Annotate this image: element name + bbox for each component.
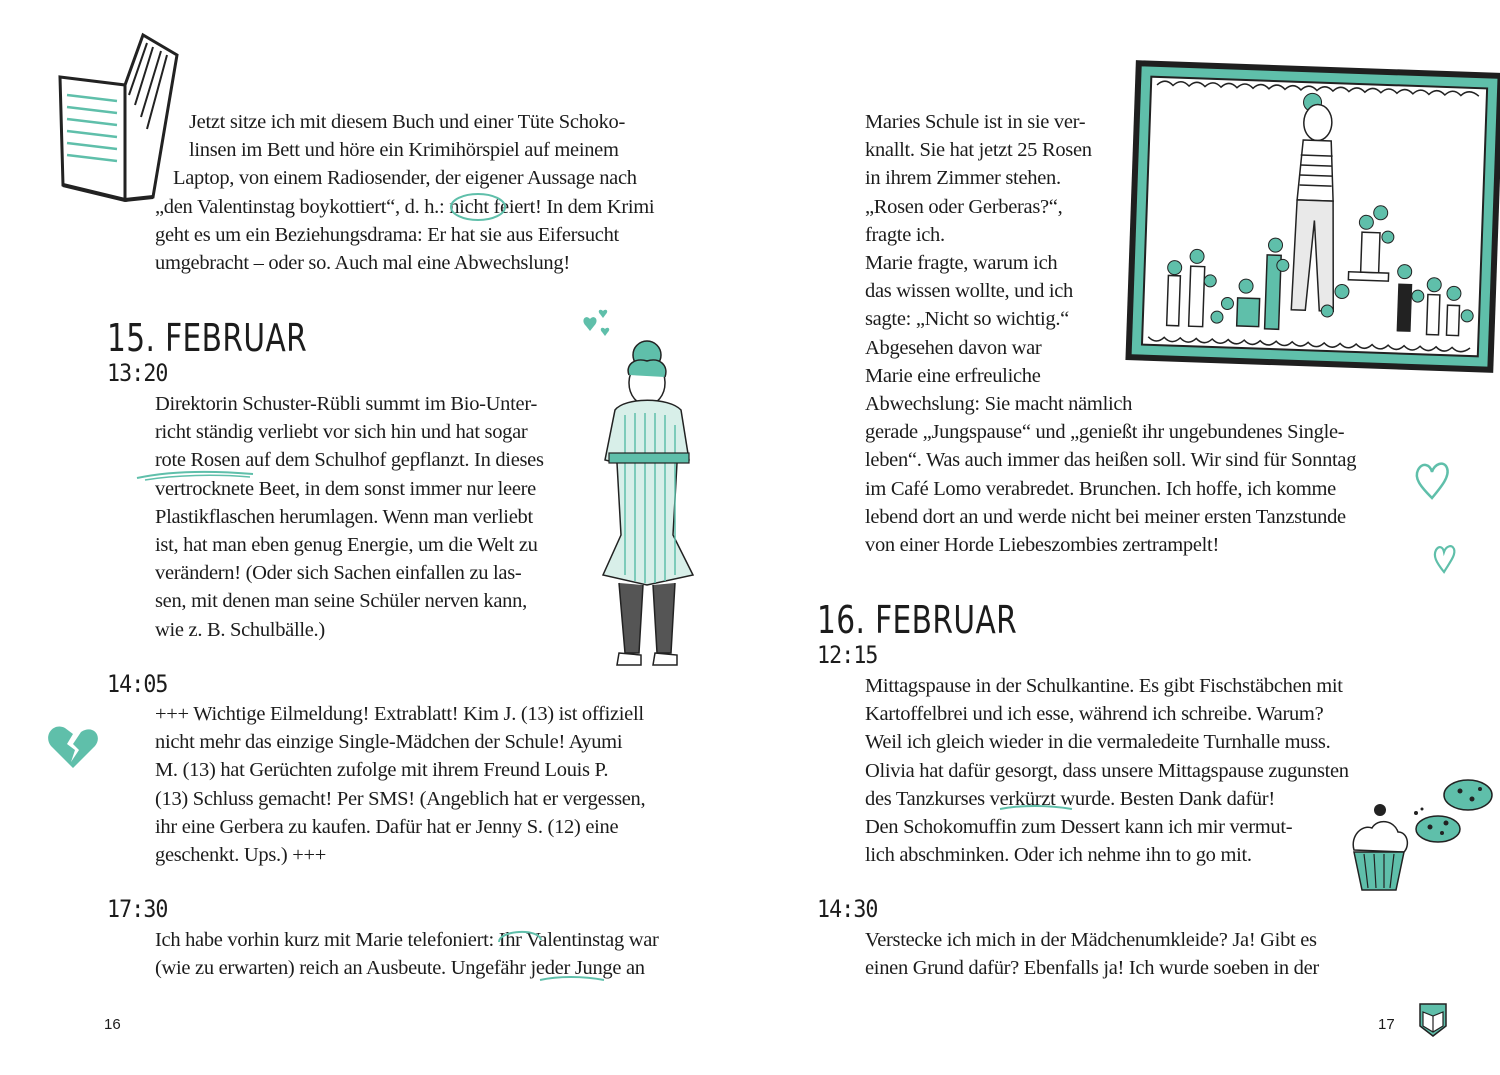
continued-paragraph	[865, 108, 1465, 559]
text-line: ihr eine Gerbera zu kaufen. Dafür hat er Jenny S. (12) eine	[155, 815, 619, 838]
text-line: umgebracht – oder so. Auch mal eine Abwechslung!	[155, 252, 570, 275]
text-line: Abgesehen davon war	[865, 336, 1042, 359]
text-line: Jetzt sitze ich mit diesem Buch und einer Tüte Schoko-	[189, 111, 626, 133]
underline-highlight	[998, 803, 1076, 815]
text-line: Olivia hat dafür gesorgt, dass unsere Mittagspause zugunsten	[865, 759, 1349, 782]
text-line: linsen im Bett und höre ein Krimihörspiel auf meinem	[189, 139, 619, 162]
entry-time: 13:20	[107, 359, 168, 387]
entry-text	[155, 926, 715, 982]
intro-paragraph	[0, 108, 720, 277]
text-line: fragte ich.	[865, 223, 945, 246]
page-number: 17	[1378, 1016, 1395, 1033]
cupcake-icon	[1348, 800, 1410, 895]
book-shield-icon	[1418, 1000, 1448, 1038]
text-line: „den Valentinstag boykottiert“, d. h.: nicht feiert! In dem Krimi	[155, 195, 655, 218]
entry-text	[155, 700, 715, 869]
text-line: Verstecke ich mich in der Mädchenumkleide? Ja! Gibt es	[865, 929, 1317, 951]
heart-outline-icon	[1412, 458, 1452, 502]
teacher-illustration	[585, 335, 710, 675]
text-line: ist, hat man eben genug Energie, um die Welt zu	[155, 534, 538, 557]
text-line: Ich habe vorhin kurz mit Marie telefoniert: Ihr Valentinstag war	[155, 929, 659, 951]
text-line: von einer Horde Liebeszombies zertrampelt!	[865, 534, 1219, 557]
text-line: rote Rosen auf dem Schulhof gepflanzt. In dieses	[155, 449, 544, 472]
text-line: richt ständig verliebt vor sich hin und hat sogar	[155, 421, 528, 444]
text-line: des Tanzkurses verkürzt wurde. Besten Dank dafür!	[865, 787, 1275, 810]
text-line: einen Grund dafür? Ebenfalls ja! Ich wurde soeben in der	[865, 957, 1319, 980]
text-line: nicht mehr das einzige Single-Mädchen der Schule! Ayumi	[155, 731, 623, 754]
text-line: „Rosen oder Gerberas?“,	[865, 195, 1063, 218]
text-line: in ihrem Zimmer stehen.	[865, 167, 1061, 190]
underline-highlight	[538, 974, 608, 986]
text-line: wie z. B. Schulbälle.)	[155, 618, 325, 641]
text-line: (wie zu erwarten) reich an Ausbeute. Ungefähr jeder Junge an	[155, 957, 645, 980]
text-line: Abwechslung: Sie macht nämlich	[865, 393, 1133, 416]
text-line: Direktorin Schuster-Rübli summt im Bio-Unter-	[155, 393, 537, 415]
circle-highlight	[448, 190, 508, 224]
text-line: lebend dort an und werde nicht bei meiner ersten Tanzstunde	[865, 505, 1346, 528]
text-line: sen, mit denen man seine Schüler nerven kann,	[155, 590, 527, 613]
entry-text	[155, 390, 585, 644]
text-line: vertrocknete Beet, in dem sonst immer nur leere	[155, 477, 536, 500]
text-line: Laptop, von einem Radiosender, der eigener Aussage nach	[173, 167, 637, 190]
date-heading: 16. FEBRUAR	[817, 598, 1018, 642]
heart-outline-icon	[1432, 542, 1458, 574]
text-line: Den Schokomuffin zum Dessert kann ich mir vermut-	[865, 816, 1293, 839]
text-line: Weil ich gleich wieder in die vermaledeite Turnhalle muss.	[865, 731, 1331, 754]
text-line: im Café Lomo verabredet. Brunchen. Ich hoffe, ich komme	[865, 477, 1336, 500]
text-line: Mittagspause in der Schulkantine. Es gibt Fischstäbchen mit	[865, 675, 1343, 697]
circle-highlight	[495, 926, 545, 956]
text-line: gerade „Jungspause“ und „genießt ihr ungebundenes Single-	[865, 421, 1345, 444]
page-number: 16	[104, 1016, 121, 1033]
underline-highlight	[135, 468, 255, 482]
text-line: Kartoffelbrei und ich esse, während ich schreibe. Warum?	[865, 703, 1324, 726]
text-line: (13) Schluss gemacht! Per SMS! (Angeblich hat er vergessen,	[155, 787, 646, 810]
entry-time: 14:05	[107, 670, 168, 698]
entry-time: 14:30	[817, 895, 878, 923]
text-line: Maries Schule ist in sie ver-	[865, 111, 1086, 133]
entry-time: 12:15	[817, 641, 878, 669]
text-line: M. (13) hat Gerüchten zufolge mit ihrem Freund Louis P.	[155, 759, 609, 782]
right-page	[750, 0, 1500, 1075]
broken-heart-icon	[47, 722, 99, 770]
text-line: lich abschminken. Oder ich nehme ihn to go mit.	[865, 844, 1252, 867]
text-line: Marie fragte, warum ich	[865, 252, 1058, 275]
text-line: geschenkt. Ups.) +++	[155, 844, 327, 867]
entry-text	[865, 926, 1425, 982]
entry-text	[865, 672, 1425, 869]
text-line: verändern! (Oder sich Sachen einfallen zu las-	[155, 562, 522, 585]
text-line: Marie eine erfreuliche	[865, 364, 1041, 387]
text-line: Plastikflaschen herumlagen. Wenn man verliebt	[155, 505, 533, 528]
entry-time: 17:30	[107, 895, 168, 923]
text-line: knallt. Sie hat jetzt 25 Rosen	[865, 139, 1092, 162]
text-line: +++ Wichtige Eilmeldung! Extrablatt! Kim J. (13) ist offiziell	[155, 703, 644, 725]
text-line: geht es um ein Beziehungsdrama: Er hat sie aus Eifersucht	[155, 223, 619, 246]
text-line: das wissen wollte, und ich	[865, 280, 1073, 303]
date-heading: 15. FEBRUAR	[107, 316, 308, 360]
text-line: sagte: „Nicht so wichtig.“	[865, 308, 1069, 331]
cookies-icon	[1410, 775, 1500, 850]
text-line: leben“. Was auch immer das heißen soll. Wir sind für Sonntag	[865, 449, 1357, 472]
